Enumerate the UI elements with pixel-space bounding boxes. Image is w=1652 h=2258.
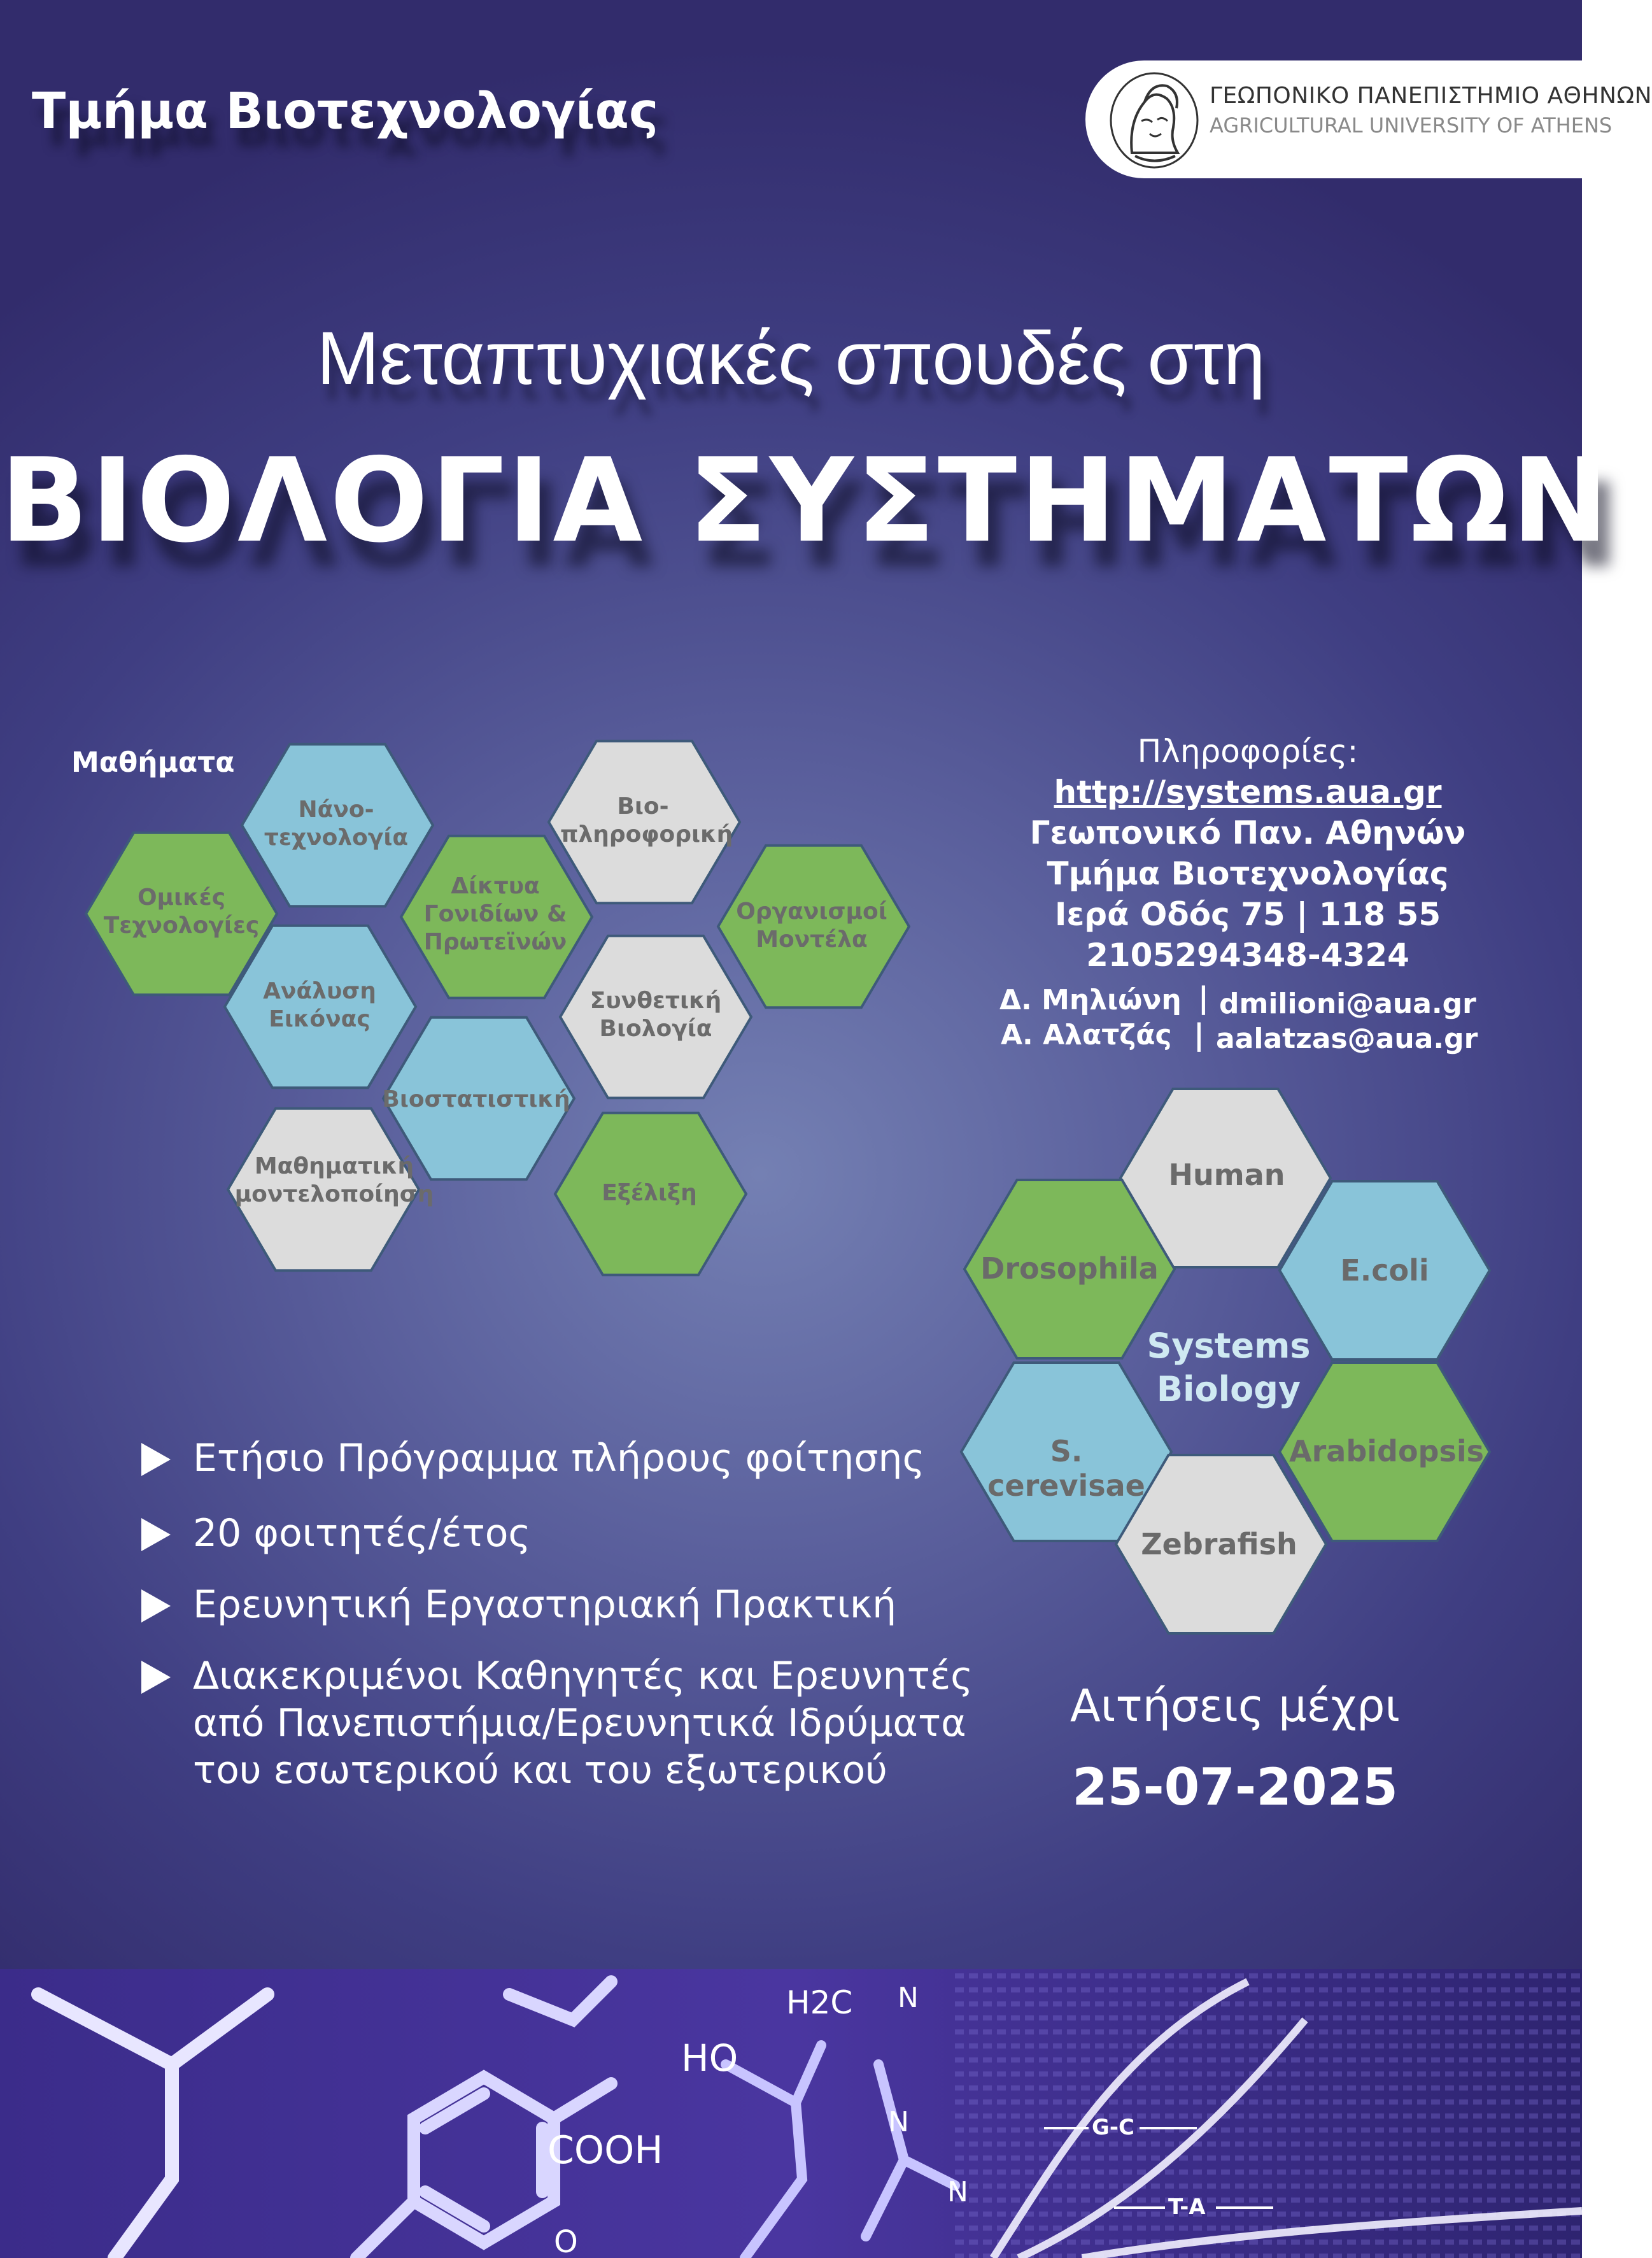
- contact-name: Α. Αλατζάς: [1001, 1019, 1172, 1051]
- organism-label: E.coli: [1340, 1253, 1429, 1288]
- feature-item: Ετήσιο Πρόγραμμα πλήρους φοίτησης: [193, 1436, 925, 1480]
- course-label: Συνθετική Βιολογία: [589, 988, 722, 1042]
- contact-email[interactable]: dmilioni@aua.gr: [1219, 988, 1476, 1020]
- ta-label: T-A: [1168, 2194, 1206, 2220]
- bullet-arrow-icon: [141, 1443, 171, 1476]
- contact-info: [993, 731, 1502, 976]
- feature-item: Ερευνητική Εργαστηριακή Πρακτική: [193, 1582, 897, 1627]
- university-name-greek: ΓΕΩΠΟΝΙΚΟ ΠΑΝΕΠΙΣΤΗΜΙΟ ΑΘΗΝΩΝ: [1210, 83, 1652, 109]
- info-phone: 2105294348-4324: [1086, 937, 1409, 974]
- course-label: Δίκτυα Γονιδίων & Πρωτεϊνών: [423, 873, 567, 955]
- deadline-label: Αιτήσεις μέχρι: [1070, 1680, 1401, 1732]
- course-label: Εξέλιξη: [602, 1180, 697, 1206]
- course-label: Οργανισμοί Μοντέλα: [736, 898, 887, 953]
- deadline-date: 25-07-2025: [1072, 1757, 1398, 1817]
- university-name-english: AGRICULTURAL UNIVERSITY OF ATHENS: [1210, 113, 1613, 138]
- course-label: Ανάλυση Εικόνας: [263, 978, 376, 1032]
- n-label: N: [898, 1982, 919, 2014]
- courses-heading: Μαθήματα: [71, 746, 235, 779]
- department-title: Τμήμα Βιοτεχνολογίας: [32, 83, 659, 140]
- organism-label: Zebrafish: [1141, 1527, 1297, 1561]
- systems-biology-center: [1133, 1324, 1324, 1411]
- organism-label: S. cerevisae: [987, 1434, 1145, 1503]
- bullet-arrow-icon: [141, 1518, 171, 1551]
- feature-item: από Πανεπιστήμια/Ερευνητικά Ιδρύματα: [193, 1701, 966, 1745]
- contact-name: Δ. Μηλιώνη: [999, 984, 1182, 1016]
- feature-item: του εσωτερικού και του εξωτερικού: [193, 1748, 887, 1793]
- bullet-arrow-icon: [141, 1661, 171, 1694]
- course-label: Νάνο-τεχνολογία: [264, 797, 409, 851]
- h2c-label: H2C: [786, 1984, 853, 2021]
- center-line-1: Systems: [1147, 1326, 1311, 1366]
- contact-separator: |: [1198, 981, 1209, 1015]
- n-label: N: [888, 2106, 909, 2138]
- info-department: Τμήμα Βιοτεχνολογίας: [1047, 855, 1449, 892]
- website-link[interactable]: http://systems.aua.gr: [1054, 774, 1442, 811]
- n-label: N: [947, 2176, 968, 2208]
- info-university: Γεωπονικό Παν. Αθηνών: [1029, 814, 1466, 851]
- program-subtitle: Μεταπτυχιακές σπουδές στη: [316, 316, 1266, 401]
- organism-label: Arabidopsis: [1289, 1434, 1485, 1468]
- feature-item: 20 φοιτητές/έτος: [193, 1511, 531, 1556]
- contact-separator: |: [1194, 1018, 1204, 1052]
- molecular-background-art: [0, 1969, 1582, 2258]
- course-label: Ομικές Τεχνολογίες: [103, 884, 260, 939]
- info-label: Πληροφορίες:: [1137, 733, 1359, 770]
- course-label: Μαθηματική μοντελοποίηση: [234, 1153, 434, 1207]
- info-address: Ιερά Οδός 75 | 118 55: [1054, 896, 1441, 933]
- organism-label: Drosophila: [980, 1251, 1159, 1286]
- feature-item: Διακεκριμένοι Καθηγητές και Ερευνητές: [193, 1654, 973, 1698]
- program-title: ΒΙΟΛΟΓΙΑ ΣΥΣΤΗΜΑΤΩΝ: [0, 433, 1611, 568]
- course-label: Βιο-πληροφορική: [560, 793, 733, 848]
- course-label: Βιοστατιστική: [382, 1086, 570, 1112]
- bullet-arrow-icon: [141, 1589, 171, 1622]
- center-line-2: Biology: [1156, 1369, 1301, 1409]
- organism-label: Human: [1168, 1158, 1285, 1192]
- contact-email[interactable]: aalatzas@aua.gr: [1216, 1023, 1478, 1055]
- o-label: O: [554, 2224, 578, 2258]
- cooh-label: COOH: [547, 2128, 663, 2173]
- ho-label: HO: [681, 2036, 738, 2080]
- gc-label: G-C: [1092, 2115, 1134, 2140]
